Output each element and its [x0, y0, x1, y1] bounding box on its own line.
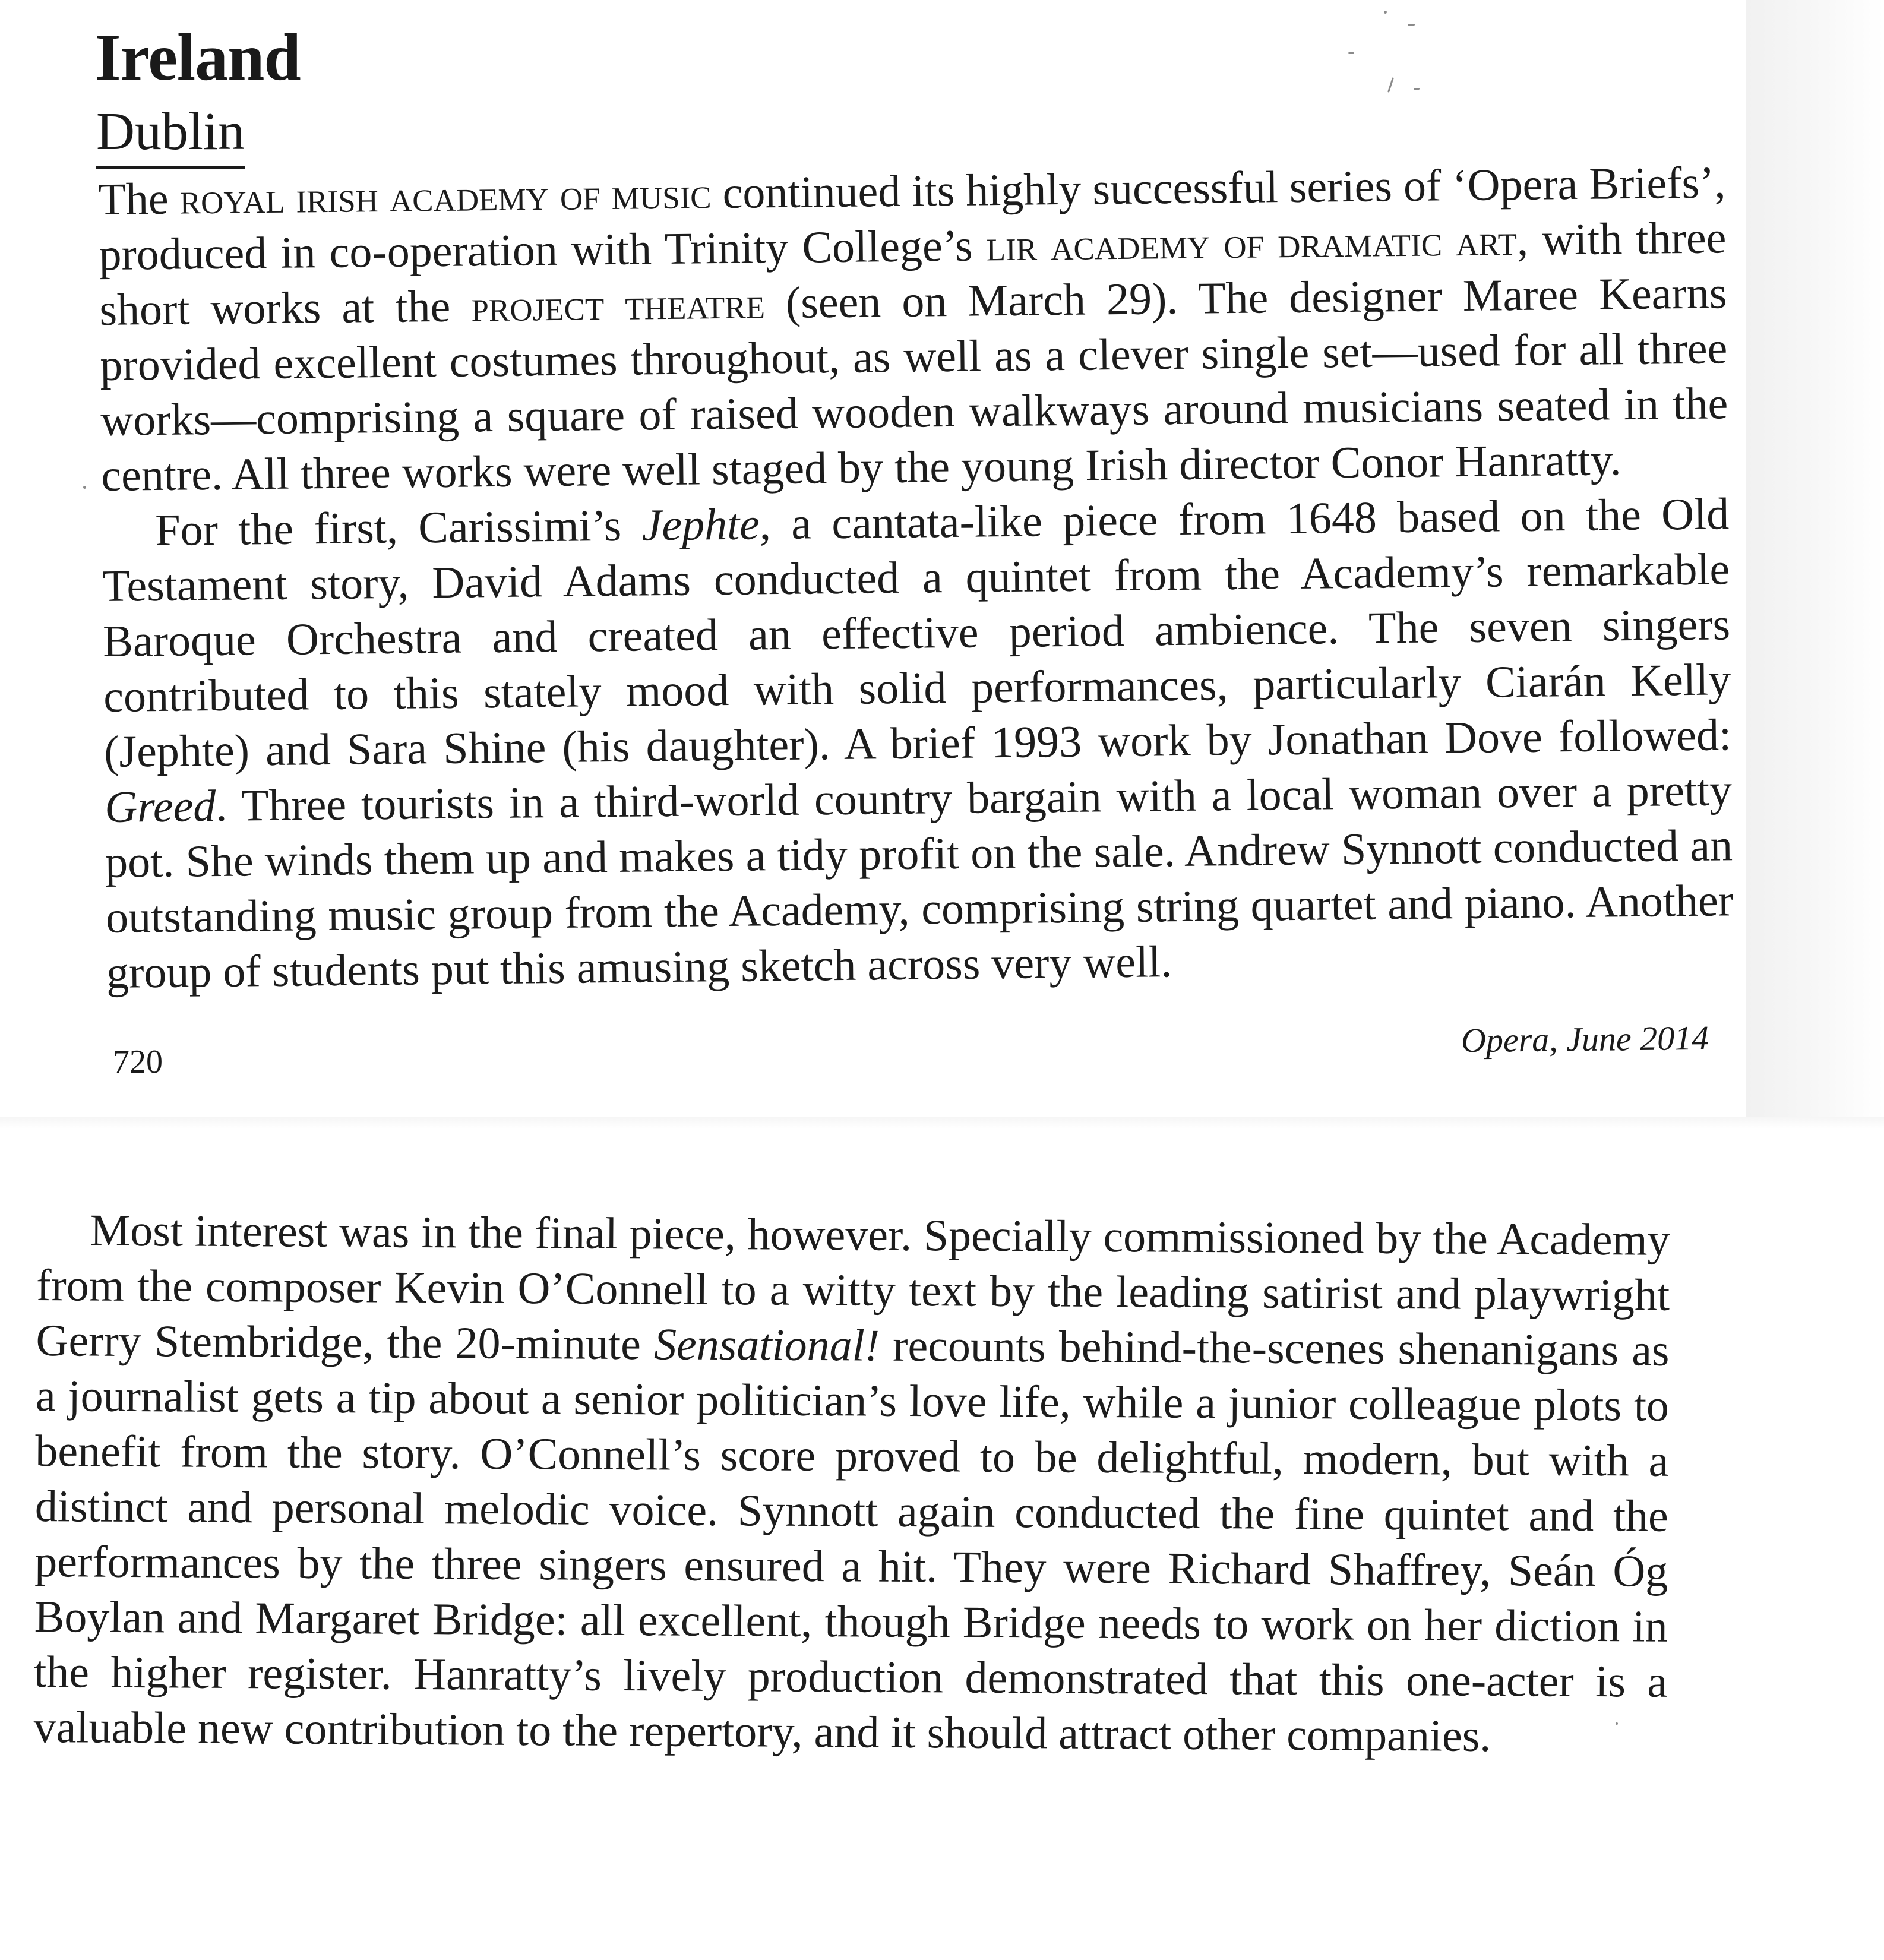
publication-source: Opera, June 2014 [1461, 1018, 1709, 1060]
text-run: , with three short works at the [99, 213, 1727, 335]
article-column-bottom [33, 1203, 1670, 1765]
work-title: Greed [104, 780, 216, 832]
scan-speck [1384, 11, 1387, 14]
scan-speck [1408, 24, 1415, 26]
text-run: (seen on March 29). The designer Maree Kearns provided excellent costumes throughout, as well as a clever single set—used for all three works—comprising a square of raised wooden walkways around musicians seated in the centre. All three works were well staged by the young Irish director Conor Hanratty. [99, 268, 1728, 501]
venue-name: project theatre [470, 278, 766, 331]
text-run: Most interest was in the final piece, however. Specially commissioned by the Academy from the composer Kevin O’Connell to a witty text by the leading satirist and playwright Gerry Stembridge, the 20-minute [36, 1205, 1670, 1370]
scan-speck [1616, 1722, 1618, 1725]
institution-name: royal irish academy of music [179, 168, 712, 224]
article-paragraph-2 [102, 486, 1734, 1001]
city-subheading: Dublin [96, 100, 245, 169]
scan-speck [1348, 52, 1354, 54]
text-run: recounts behind-the-scenes shenanigans as a journalist gets a tip about a senior politician’s love life, while a junior colleague plots to benefit from the story. O’Connell’s score proved to be delightful, modern, but with a distinct and personal melodic voice. Synnott again conducted the fine quintet and the performances by the three singers ensured a hit. They were Richard Shaffrey, Seán Óg Boylan and Margaret Bridge: all excellent, though Bridge needs to work on her diction in the higher register. Hanratty’s lively production demonstrated that this one-acter is a valuable new contribution to the repertory, and it should attract other companies. [33, 1320, 1670, 1761]
scan-speck [1414, 88, 1420, 90]
work-title: Jephte [641, 499, 760, 551]
country-heading: Ireland [95, 21, 301, 94]
article-paragraph-1 [98, 155, 1729, 504]
scan-separator [0, 1117, 1884, 1128]
text-run: The [98, 173, 181, 225]
institution-name: lir academy of dramatic art [986, 214, 1518, 271]
text-run: For the first, Carissimi’s [154, 500, 643, 556]
article-column-top [98, 155, 1734, 1001]
scan-shadow-edge [1746, 0, 1884, 1117]
article-paragraph-3 [33, 1203, 1670, 1765]
text-run: . Three tourists in a third-world country bargain with a local woman over a pretty pot. She winds them up and makes a tidy profit on the sale. Andrew Synnott conducted an outstanding music group from the Academy, comprising string quartet and piano. Another group of students put this amusing sketch across very well. [105, 765, 1734, 998]
text-run: , a cantata-like piece from 1648 based on the Old Testament story, David Adams conducted a quintet from the Academy’s remarkable Baroque Orchestra and created an effective period ambience. The seven singers contributed to this stately mood with solid performances, particularly Ciarán Kelly (Jephte) and Sara Shine (his daughter). A brief 1993 work by Jonathan Dove followed: [102, 489, 1732, 777]
page-number: 720 [113, 1044, 163, 1080]
work-title: Sensational! [653, 1319, 880, 1371]
text-run: continued its highly successful series of ‘Opera Briefs’, produced in co-operation with Trinity College’s [99, 157, 1726, 280]
scan-speck [83, 486, 86, 489]
